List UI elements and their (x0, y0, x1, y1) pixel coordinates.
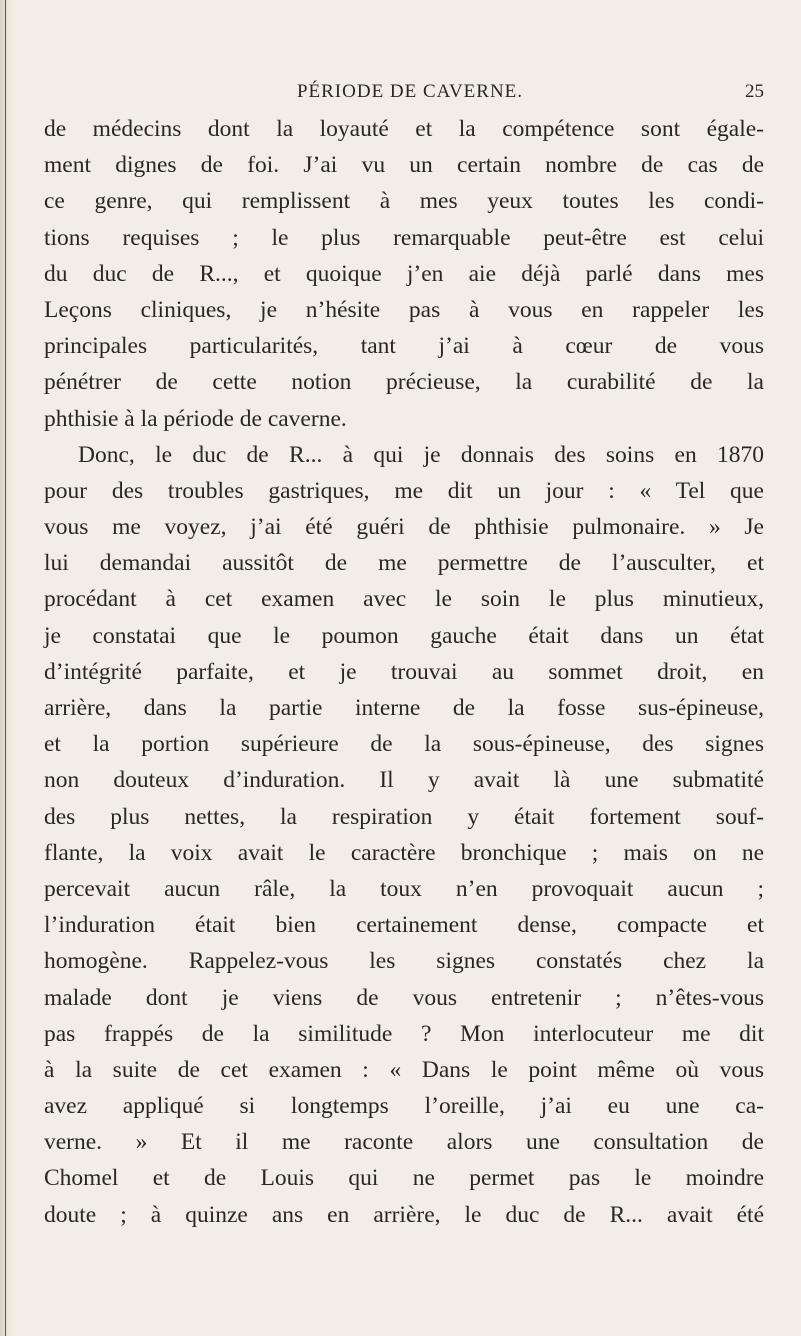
text-line: flante, la voix avait le caractère bronchique ; mais on ne (44, 839, 764, 866)
text-line: homogène. Rappelez-vous les signes constatés chez la (44, 948, 764, 975)
text-line: malade dont je viens de vous entretenir ; n’êtes-vous (44, 984, 764, 1011)
body-text (44, 111, 764, 1233)
text-line: arrière, dans la partie interne de la fosse sus-épineuse, (44, 695, 764, 721)
text-line: principales particularités, tant j’ai à cœur de vous (44, 333, 764, 360)
text-line: avez appliqué si longtemps l’oreille, j’ai eu une ca- (44, 1093, 764, 1120)
text-line: lui demandai aussitôt de me permettre de l’ausculter, et (44, 550, 764, 577)
text-line: verne. » Et il me raconte alors une consultation de (44, 1129, 764, 1156)
text-line: l’induration était bien certainement dense, compacte et (44, 912, 764, 939)
text-line: des plus nettes, la respiration y était fortement souf- (44, 803, 764, 830)
running-head (40, 80, 780, 104)
text-line: pas frappés de la similitude ? Mon interlocuteur me dit (44, 1020, 764, 1047)
text-line: pénétrer de cette notion précieuse, la curabilité de la (44, 369, 764, 396)
text-line: doute ; à quinze ans en arrière, le duc de R... avait été (44, 1201, 764, 1228)
text-line: procédant à cet examen avec le soin le plus minutieux, (44, 586, 764, 613)
text-line: à la suite de cet examen : « Dans le point même où vous (44, 1056, 764, 1083)
text-line: percevait aucun râle, la toux n’en provoquait aucun ; (44, 875, 764, 902)
running-title: PÉRIODE DE CAVERNE. (296, 81, 524, 102)
text-line: ce genre, qui remplissent à mes yeux toutes les condi- (44, 188, 764, 215)
text-line: du duc de R..., et quoique j’en aie déjà parlé dans mes (44, 260, 764, 287)
text-line: Chomel et de Louis qui ne permet pas le moindre (44, 1165, 764, 1192)
binding-line (5, 0, 6, 1336)
binding-edge (0, 0, 14, 1336)
text-line: tions requises ; le plus remarquable peut-être est celui (44, 224, 764, 251)
text-line: non douteux d’induration. Il y avait là une submatité (44, 767, 764, 794)
page-number: 25 (745, 81, 764, 102)
text-line: je constatai que le poumon gauche était dans un état (44, 622, 764, 649)
text-line: vous me voyez, j’ai été guéri de phthisie pulmonaire. » Je (44, 514, 764, 541)
text-line: ment dignes de foi. J’ai vu un certain nombre de cas de (44, 152, 764, 179)
text-line-paragraph-end: phthisie à la période de caverne. (44, 405, 347, 432)
text-line: d’intégrité parfaite, et je trouvai au sommet droit, en (44, 658, 764, 685)
text-line: Leçons cliniques, je n’hésite pas à vous en rappeler les (44, 296, 764, 323)
text-line-paragraph-start: Donc, le duc de R... à qui je donnais des soins en 1870 (78, 441, 764, 468)
text-line: pour des troubles gastriques, me dit un jour : « Tel que (44, 477, 764, 504)
text-line: et la portion supérieure de la sous-épineuse, des signes (44, 731, 764, 758)
text-line: de médecins dont la loyauté et la compétence sont égale- (44, 116, 764, 142)
